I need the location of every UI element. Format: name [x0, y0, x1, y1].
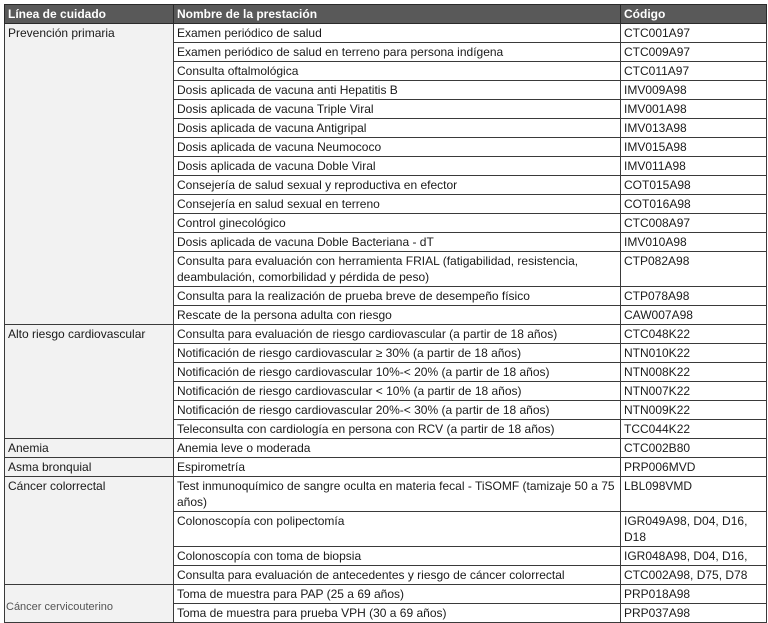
code-cell: CTC011A97 [621, 61, 767, 80]
code-cell: TCC044K22 [621, 419, 767, 438]
code-cell: CTP082A98 [621, 251, 767, 286]
service-name-cell: Toma de muestra para PAP (25 a 69 años) [174, 584, 621, 603]
code-cell: IMV009A98 [621, 80, 767, 99]
care-line-cell: Cáncer colorrectal [5, 476, 174, 584]
table-row [5, 584, 767, 603]
code-cell: CTP078A98 [621, 286, 767, 305]
service-name-cell: Examen periódico de salud [174, 23, 621, 42]
code-cell: LBL098VMD [621, 476, 767, 511]
table-row [5, 476, 767, 511]
care-line-cell: Prevención primaria [5, 23, 174, 324]
code-cell: CTC001A97 [621, 23, 767, 42]
service-name-cell: Consejería en salud sexual en terreno [174, 194, 621, 213]
service-name-cell: Notificación de riesgo cardiovascular ≥ 30% (a partir de 18 años) [174, 343, 621, 362]
service-name-cell: Dosis aplicada de vacuna anti Hepatitis B [174, 80, 621, 99]
header-service-name: Nombre de la prestación [174, 5, 621, 24]
code-cell: NTN010K22 [621, 343, 767, 362]
code-cell: PRP037A98 [621, 603, 767, 622]
service-name-cell: Dosis aplicada de vacuna Doble Viral [174, 156, 621, 175]
service-name-cell: Test inmunoquímico de sangre oculta en materia fecal - TiSOMF (tamizaje 50 a 75 años) [174, 476, 621, 511]
code-cell: CTC002A98, D75, D78 [621, 565, 767, 584]
code-cell: PRP018A98 [621, 584, 767, 603]
code-cell: NTN009K22 [621, 400, 767, 419]
header-code: Código [621, 5, 767, 24]
code-cell: CTC009A97 [621, 42, 767, 61]
service-name-cell: Teleconsulta con cardiología en persona con RCV (a partir de 18 años) [174, 419, 621, 438]
code-cell: IGR048A98, D04, D16, [621, 546, 767, 565]
service-name-cell: Anemia leve o moderada [174, 438, 621, 457]
code-cell: IMV015A98 [621, 137, 767, 156]
service-name-cell: Notificación de riesgo cardiovascular 20%-< 30% (a partir de 18 años) [174, 400, 621, 419]
service-name-cell: Notificación de riesgo cardiovascular 10%-< 20% (a partir de 18 años) [174, 362, 621, 381]
code-cell: IGR049A98, D04, D16, D18 [621, 511, 767, 546]
code-cell: IMV011A98 [621, 156, 767, 175]
service-name-cell: Notificación de riesgo cardiovascular < 10% (a partir de 18 años) [174, 381, 621, 400]
care-line-cell: Asma bronquial [5, 457, 174, 476]
header-care-line: Línea de cuidado [5, 5, 174, 24]
code-cell: IMV010A98 [621, 232, 767, 251]
code-cell: CAW007A98 [621, 305, 767, 324]
table-row [5, 324, 767, 343]
service-name-cell: Consulta para evaluación con herramienta FRIAL (fatigabilidad, resistencia, deambulación, comorbilidad y pérdida de peso) [174, 251, 621, 286]
table-row [5, 457, 767, 476]
service-name-cell: Colonoscopía con polipectomía [174, 511, 621, 546]
service-name-cell: Consulta para evaluación de riesgo cardiovascular (a partir de 18 años) [174, 324, 621, 343]
code-cell: CTC002B80 [621, 438, 767, 457]
code-cell: IMV013A98 [621, 118, 767, 137]
care-line-cell: Alto riesgo cardiovascular [5, 324, 174, 438]
cutoff-care-line-label: Cáncer cervicouterino [6, 601, 113, 613]
service-name-cell: Colonoscopía con toma de biopsia [174, 546, 621, 565]
code-cell: COT015A98 [621, 175, 767, 194]
service-name-cell: Dosis aplicada de vacuna Neumococo [174, 137, 621, 156]
service-name-cell: Toma de muestra para prueba VPH (30 a 69 años) [174, 603, 621, 622]
header-row [5, 5, 767, 24]
service-name-cell: Examen periódico de salud en terreno para persona indígena [174, 42, 621, 61]
service-name-cell: Dosis aplicada de vacuna Antigripal [174, 118, 621, 137]
code-cell: NTN008K22 [621, 362, 767, 381]
code-cell: IMV001A98 [621, 99, 767, 118]
care-line-cell: Anemia [5, 438, 174, 457]
code-cell: CTC008A97 [621, 213, 767, 232]
table-row [5, 23, 767, 42]
service-name-cell: Consejería de salud sexual y reproductiva en efector [174, 175, 621, 194]
code-cell: CTC048K22 [621, 324, 767, 343]
code-cell: COT016A98 [621, 194, 767, 213]
table-row [5, 438, 767, 457]
service-name-cell: Rescate de la persona adulta con riesgo [174, 305, 621, 324]
service-name-cell: Dosis aplicada de vacuna Doble Bacteriana - dT [174, 232, 621, 251]
service-name-cell: Espirometría [174, 457, 621, 476]
care-services-table [4, 4, 767, 623]
service-name-cell: Dosis aplicada de vacuna Triple Viral [174, 99, 621, 118]
code-cell: NTN007K22 [621, 381, 767, 400]
service-name-cell: Consulta para la realización de prueba breve de desempeño físico [174, 286, 621, 305]
service-name-cell: Consulta para evaluación de antecedentes y riesgo de cáncer colorrectal [174, 565, 621, 584]
service-name-cell: Consulta oftalmológica [174, 61, 621, 80]
service-name-cell: Control ginecológico [174, 213, 621, 232]
code-cell: PRP006MVD [621, 457, 767, 476]
